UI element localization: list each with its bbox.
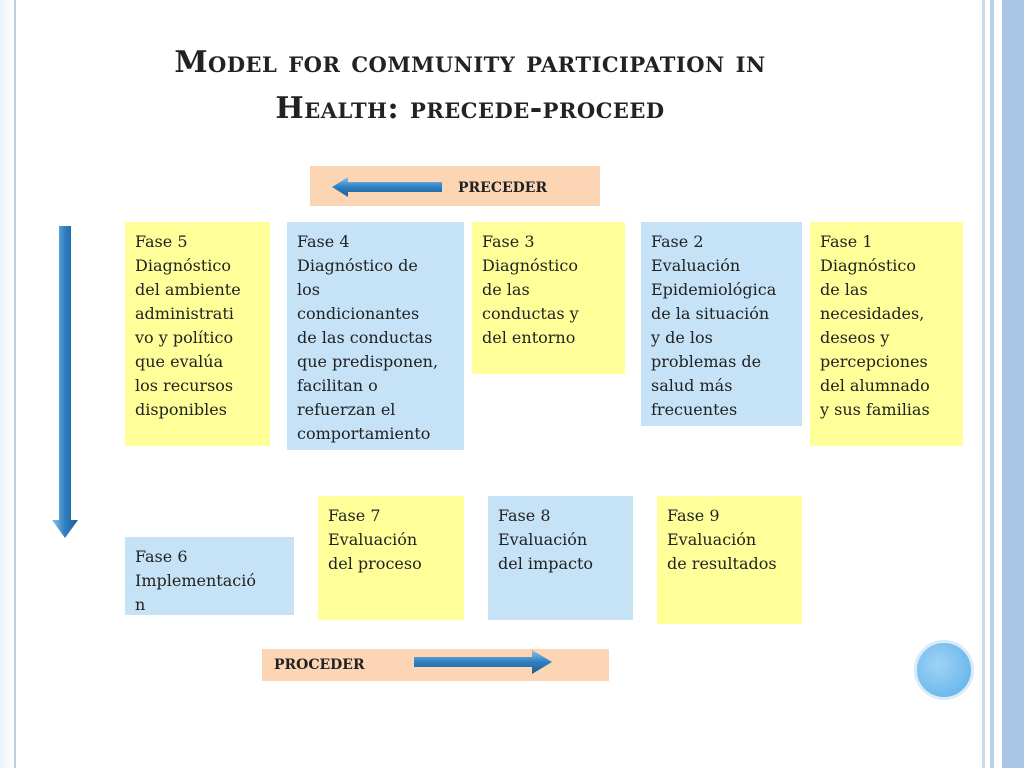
phase-1-box: Fase 1 Diagnóstico de las necesidades, deseos y percepciones del alumnado y sus familias (810, 222, 963, 446)
phase-5-box: Fase 5 Diagnóstico del ambiente administrati vo y político que evalúa los recursos disponibles (125, 222, 270, 446)
phase-6-box: Fase 6 Implementació n (125, 537, 294, 615)
title-line-1: Model for community participation in (174, 45, 766, 80)
right-arrow-icon (414, 649, 554, 675)
precede-banner (310, 166, 600, 206)
phase-3-box: Fase 3 Diagnóstico de las conductas y del entorno (472, 222, 625, 374)
decorative-circle (914, 640, 974, 700)
slide-title (20, 40, 920, 132)
proceed-banner (262, 649, 609, 681)
left-arrow-icon (332, 175, 452, 199)
precede-label: PRECEDER (458, 180, 548, 196)
phase-7-box: Fase 7 Evaluación del proceso (318, 496, 464, 620)
left-frame-decoration (0, 0, 16, 768)
down-arrow-icon (50, 226, 80, 546)
right-frame-decoration (976, 0, 1024, 768)
phase-8-box: Fase 8 Evaluación del impacto (488, 496, 633, 620)
phase-2-box: Fase 2 Evaluación Epidemiológica de la situación y de los problemas de salud más frecuentes (641, 222, 802, 426)
phase-4-box: Fase 4 Diagnóstico de los condicionantes de las conductas que predisponen, facilitan o refuerzan el comportamiento (287, 222, 464, 450)
title-line-2: Health: precede-proceed (275, 91, 665, 126)
proceed-label: PROCEDER (274, 657, 365, 673)
phase-9-box: Fase 9 Evaluación de resultados (657, 496, 802, 624)
